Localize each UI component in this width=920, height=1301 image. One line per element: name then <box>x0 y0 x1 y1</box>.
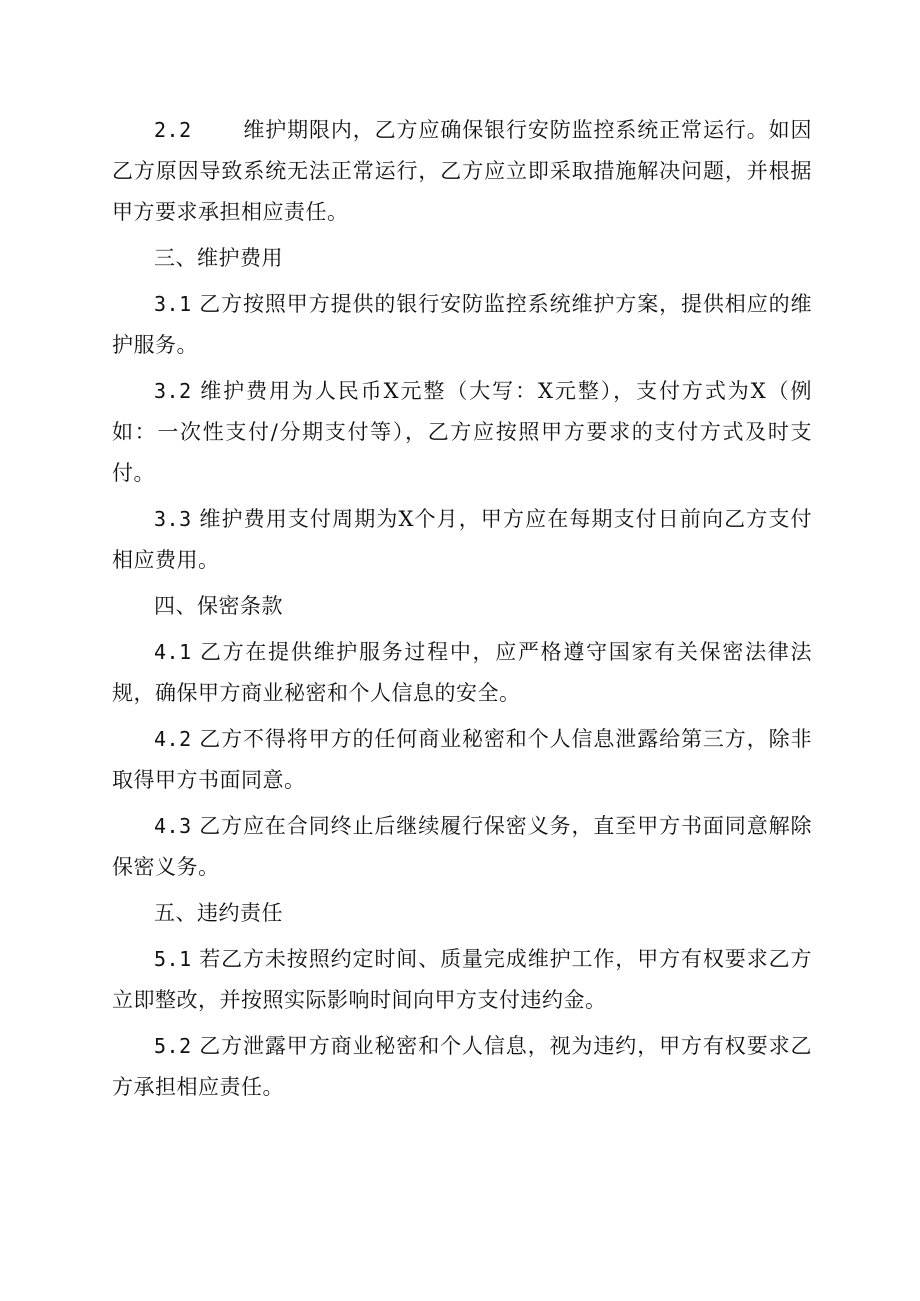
clause-5-2 <box>112 1026 812 1108</box>
clause-number: 2.2 <box>154 118 192 142</box>
section-heading-5 <box>112 893 812 934</box>
clause-2-2 <box>112 110 812 233</box>
clause-text: 维护费用支付周期为X个月，甲方应在每期支付日前向乙方支付相应费用。 <box>112 507 812 572</box>
clause-text: 乙方在提供维护服务过程中，应严格遵守国家有关保密法律法规，确保甲方商业秘密和个人信息的安全。 <box>112 640 812 705</box>
clause-text: 乙方按照甲方提供的银行安防监控系统维护方案，提供相应的维护服务。 <box>112 292 812 357</box>
clause-3-2 <box>112 371 812 494</box>
section-heading-text: 五、违约责任 <box>154 901 283 925</box>
clause-separator <box>192 640 200 664</box>
clause-4-2 <box>112 719 812 801</box>
clause-text: 维护费用为人民币X元整（大写：X元整），支付方式为X（例如：一次性支付/分期支付等），乙方应按照甲方要求的支付方式及时支付。 <box>112 379 812 485</box>
clause-number: 3.1 <box>154 292 192 316</box>
clause-3-3 <box>112 499 812 581</box>
clause-text: 乙方应在合同终止后继续履行保密义务，直至甲方书面同意解除保密义务。 <box>112 814 812 879</box>
clause-text: 乙方不得将甲方的任何商业秘密和个人信息泄露给第三方，除非取得甲方书面同意。 <box>112 727 812 792</box>
clause-4-1 <box>112 632 812 714</box>
clause-separator <box>192 379 201 403</box>
section-heading-4 <box>112 586 812 627</box>
clause-4-3 <box>112 806 812 888</box>
clause-number: 4.3 <box>154 814 192 838</box>
clause-text: 乙方泄露甲方商业秘密和个人信息，视为违约，甲方有权要求乙方承担相应责任。 <box>112 1034 812 1099</box>
clause-separator <box>192 118 244 142</box>
clause-3-1 <box>112 284 812 366</box>
clause-text: 维护期限内，乙方应确保银行安防监控系统正常运行。如因乙方原因导致系统无法正常运行，乙方应立即采取措施解决问题，并根据甲方要求承担相应责任。 <box>112 118 812 224</box>
clause-5-1 <box>112 939 812 1021</box>
section-heading-text: 四、保密条款 <box>154 594 283 618</box>
clause-number: 3.2 <box>154 379 192 403</box>
clause-number: 3.3 <box>154 507 192 531</box>
clause-number: 4.1 <box>154 640 192 664</box>
clause-number: 4.2 <box>154 727 192 751</box>
clause-number: 5.1 <box>154 947 192 971</box>
section-heading-text: 三、维护费用 <box>154 246 283 270</box>
clause-number: 5.2 <box>154 1034 192 1058</box>
section-heading-3 <box>112 238 812 279</box>
clause-text: 若乙方未按照约定时间、质量完成维护工作，甲方有权要求乙方立即整改，并按照实际影响时间向甲方支付违约金。 <box>112 947 812 1012</box>
